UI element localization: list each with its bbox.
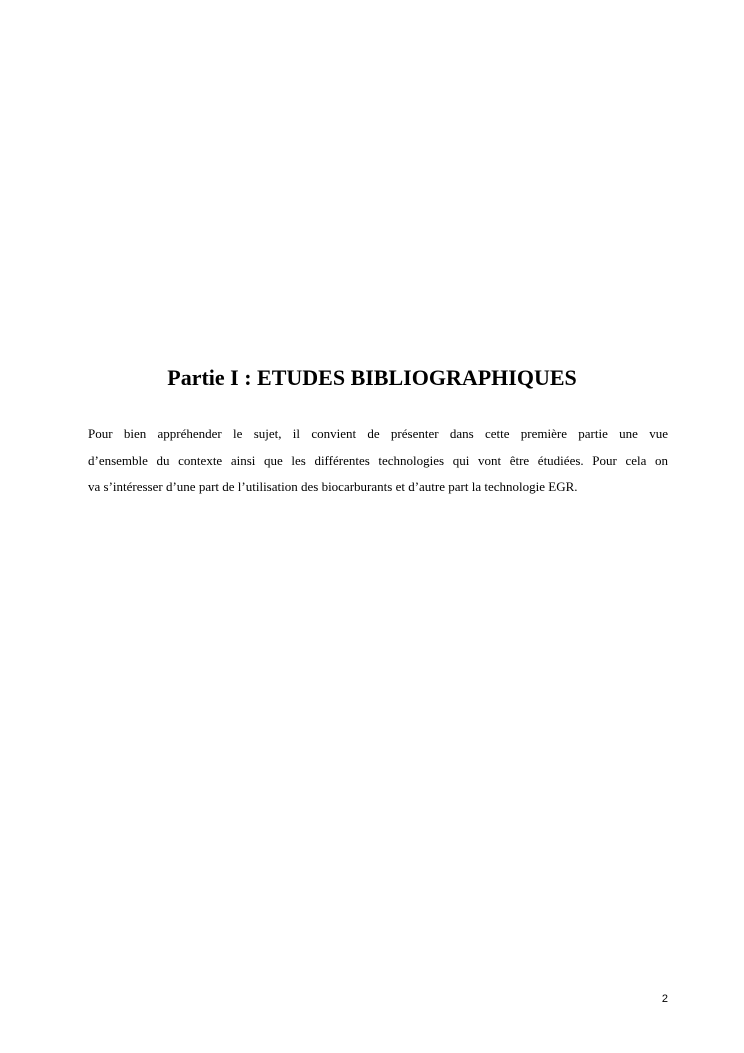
paragraph-line: va s’intéresser d’une part de l’utilisation des biocarburants et d’autre part la technologie EGR. <box>88 479 578 494</box>
page-number: 2 <box>661 993 668 1005</box>
paragraph-line: Pour bien appréhender le sujet, il convient de présenter dans cette première partie une vue <box>88 426 668 441</box>
intro-paragraph <box>88 421 668 501</box>
section-title: Partie I : ETUDES BIBLIOGRAPHIQUES <box>167 365 577 390</box>
paragraph-line: d’ensemble du contexte ainsi que les différentes technologies qui vont être étudiées. Pour cela on <box>88 452 668 468</box>
